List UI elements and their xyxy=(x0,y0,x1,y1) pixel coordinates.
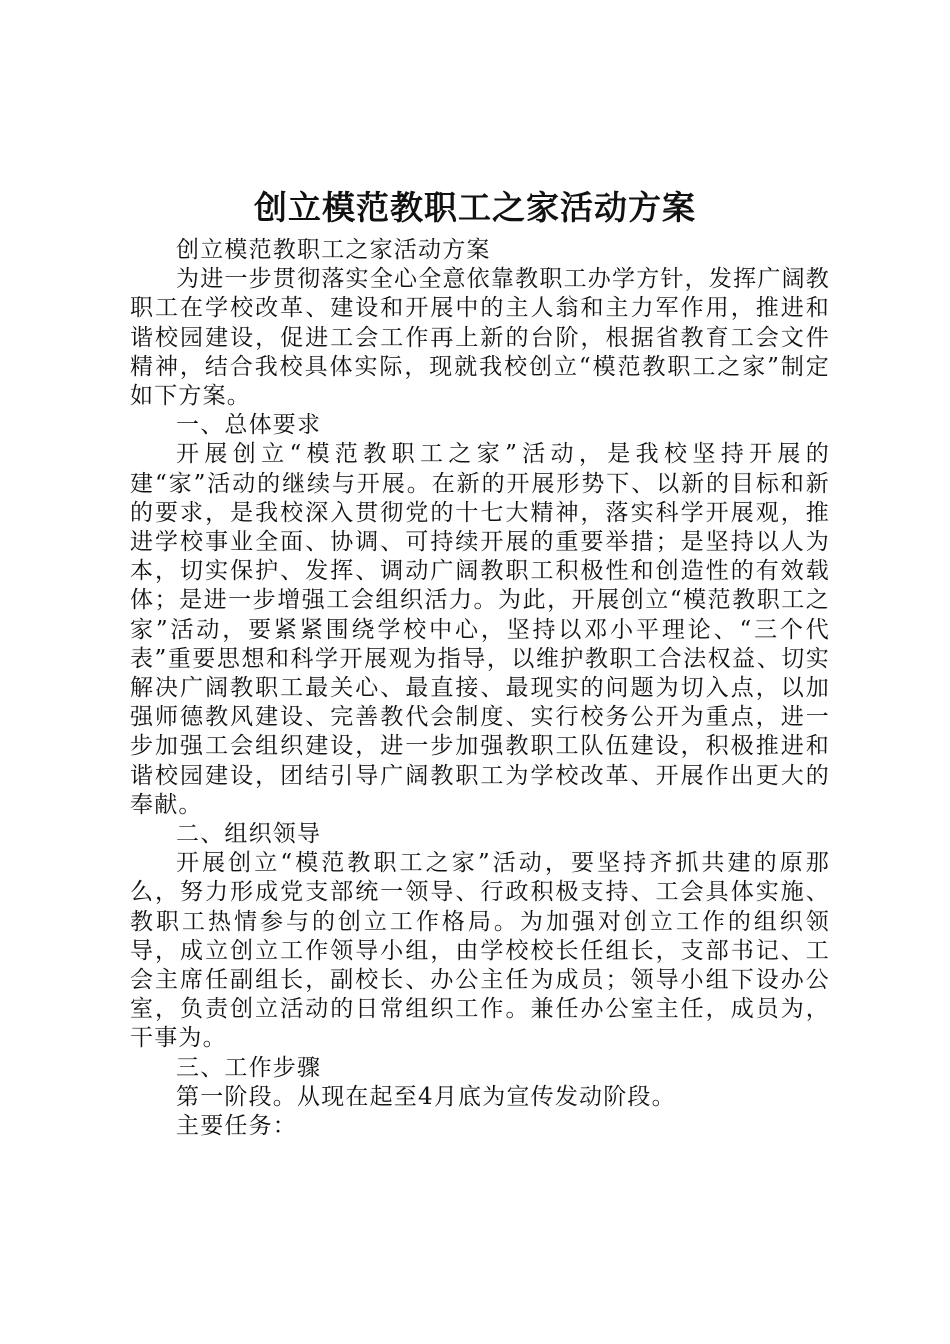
section-heading-organization: 二、组织领导 xyxy=(176,821,322,848)
general-requirements-paragraph: 开展创立“模范教职工之家”活动，是我校坚持开展的建“家”活动的继续与开展。在新的开展形势下、以新的目标和新的要求，是我校深入贯彻党的十七大精神，落实科学开展观，推进学校事业全面、协调、可持续开展的重要举措；是坚持以人为本，切实保护、发挥、调动广阔教职工积极性和创造性的有效载体；是进一步增强工会组织活力。为此，开展创立“模范教职工之家”活动，要紧紧围绕学校中心，坚持以邓小平理论、“三个代表”重要思想和科学开展观为指导，以维护教职工合法权益、切实解决广阔教职工最关心、最直接、最现实的问题为切入点，以加强师德教风建设、完善教代会制度、实行校务公开为重点，进一步加强工会组织建设，进一步加强教职工队伍建设，积极推进和谐校园建设，团结引导广阔教职工为学校改革、开展作出更大的奉献。 xyxy=(130,441,830,818)
intro-paragraph: 为进一步贯彻落实全心全意依靠教职工办学方针，发挥广阔教职工在学校改革、建设和开展中的主人翁和主力军作用，推进和谐校园建设，促进工会工作再上新的台阶，根据省教育工会文件精神，结合我校具体实际，现就我校创立“模范教职工之家”制定如下方案。 xyxy=(130,266,830,410)
phase-one-paragraph: 第一阶段。从现在起至4月底为宣传发动阶段。 xyxy=(176,1083,676,1110)
section-heading-work-steps: 三、工作步骤 xyxy=(176,1054,322,1081)
document-title: 创立模范教职工之家活动方案 xyxy=(254,188,696,227)
organization-paragraph: 开展创立“模范教职工之家”活动，要坚持齐抓共建的原那么，努力形成党支部统一领导、行政积极支持、工会具体实施、教职工热情参与的创立工作格局。为加强对创立工作的组织领导，成立创立工作领导小组，由学校校长任组长，支部书记、工会主席任副组长，副校长、办公主任为成员；领导小组下设办公室，负责创立活动的日常组织工作。兼任办公室主任，成员为，干事为。 xyxy=(130,850,830,1052)
document-body xyxy=(130,236,830,1141)
section-heading-general-requirements: 一、总体要求 xyxy=(176,412,322,439)
main-tasks-paragraph: 主要任务： xyxy=(176,1113,297,1140)
subtitle-paragraph: 创立模范教职工之家活动方案 xyxy=(176,237,491,263)
